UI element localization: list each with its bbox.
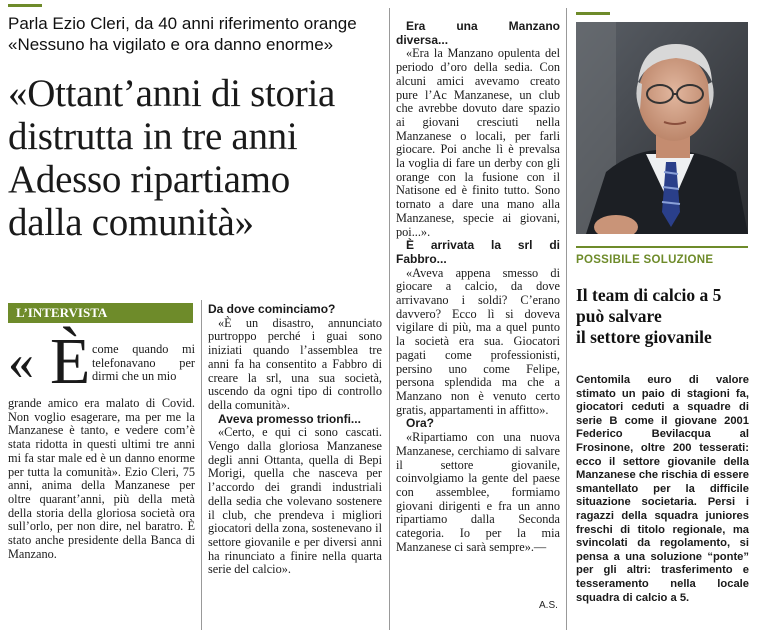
headline-line-1: «Ottant’anni di storia (8, 72, 335, 115)
col1-body (8, 397, 195, 561)
question-1: Da dove cominciamo? (208, 302, 336, 316)
sidebar-divider (576, 246, 748, 248)
question-3: Era una Manzano diversa... (396, 19, 560, 47)
sidebar-paragraph: Centomila euro di valore stimato un paio di stagioni fa, giocatori ceduti a squadre di serie B come il giovane 2001 Federico Bevilacqua al Frosinone, oltre 200 tesserati: ecco il settore giovanile della Manzanese che rischia di essere smantellato per la difficile situazione societaria. Persi i ragazzi della squadra juniores freschi di titolo regionale, ma svincolati da regolamento, si pensa a una soluzione “ponte” per gli altri: trasferimento e tesseramento nella locale squadra di calcio a 5. (576, 374, 749, 604)
col1-first-lines: come quando mi telefonavano per dirmi che un mio (92, 342, 195, 384)
answer-1: «È un disastro, annunciato purtroppo perché i guai sono iniziati quando l’assemblea tre anni fa ha consentito a Fabbro di creare la srl, una sua società, uscendo da ogni tipo di controllo della comunità». (208, 315, 382, 412)
question-5: Ora? (406, 416, 435, 431)
headline-line-3: Adesso ripartiamo (8, 158, 290, 201)
kicker-line-2: «Nessuno ha vigilato e ora danno enorme» (8, 35, 334, 54)
top-accent-rule (8, 4, 42, 7)
portrait-illustration (576, 22, 748, 234)
sidebar-title-line-3: il settore giovanile (576, 327, 712, 347)
answer-3: «Era la Manzano opulenta del periodo d’oro della sedia. Con alcuni amici avevamo creato pure l’Ac Manzanese, un club che avrebbe dovuto dare spazio ai giovani cresciuti nella Manzanese o locali, per farli giocare. Poi anche lì è prevalsa la voglia di fare un derby con gli orange con la fusione con il Natisone ed è finito tutto. Sono tornato a dare una mano alla Manzanese, specie ai giovani, poi...». (396, 46, 560, 239)
sidebar-tag: POSSIBILE SOLUZIONE (576, 254, 714, 266)
section-tag: L’INTERVISTA (8, 303, 193, 323)
drop-cap: È (50, 325, 91, 398)
col3 (396, 20, 560, 554)
headline-line-2: distrutta in tre anni (8, 115, 298, 158)
question-2: Aveva promesso trionfi... (218, 411, 361, 426)
headline-line-4: dalla comunità» (8, 201, 254, 244)
column-divider (389, 8, 390, 630)
kicker (8, 13, 383, 55)
headline (8, 72, 383, 244)
sidebar-body (576, 374, 749, 605)
sidebar-title-line-1: Il team di calcio a 5 (576, 285, 722, 305)
open-quote-glyph: « (8, 334, 34, 391)
sidebar-accent-rule (576, 12, 610, 15)
answer-4: «Aveva appena smesso di giocare a calcio, da dove arrivavano i soldi? C’erano davvero? Ecco lì si doveva vigilare di più, ma a quel punto la società era sua. Giocatori pagati come professionisti, persino uno come Felipe, persona splendida ma che a Manzano non è venuto certo gratis, appartamenti in affitto». (396, 265, 560, 417)
sidebar-title-line-2: può salvare (576, 306, 662, 326)
answer-2: «Certo, e qui ci sono cascati. Vengo dalla gloriosa Manzanese degli anni Ottanta, quella di Bepi Morigi, quella che nasceva per l’accordo dei grandi industriali della sedia che volevano sostenere il club, che prendeva i migliori giocatori della zona, sostenevano il settore giovanile e per diversi anni ha rinunciato a finire nella quarta serie del calcio». (208, 425, 382, 577)
portrait-photo (576, 22, 748, 234)
answer-5: «Ripartiamo con una nuova Manzanese, cerchiamo di salvare il settore giovanile, coinvolgiamo la gente del paese con assemblee, formiamo giovani dirigenti e fra un anno ripartiamo dalla Seconda categoria. Io per la mia Manzanese ci sarà sempre».— (396, 430, 560, 554)
kicker-line-1: Parla Ezio Cleri, da 40 anni riferimento orange (8, 14, 357, 33)
col2 (208, 301, 382, 577)
column-divider (566, 8, 567, 630)
col1-paragraph: grande amico era malato di Covid. Non voglio esagerare, ma per me la Manzanese è tanto, e vedere com’è stata ridotta in questi ultimi tre anni mi fa star male ed è un danno enorme per tutta la comunità». Ezio Cleri, 75 anni, anima della Manzanese per oltre quarant’anni, più della metà della storia della gloriosa società ora sull’orlo, per non dire, nel baratro. È stato anche presidente della Banca di Manzano. (8, 396, 195, 561)
author-signature: A.S. (539, 600, 558, 611)
question-4: È arrivata la srl di Fabbro... (396, 238, 560, 266)
column-divider (201, 300, 202, 630)
sidebar-title (576, 285, 756, 348)
